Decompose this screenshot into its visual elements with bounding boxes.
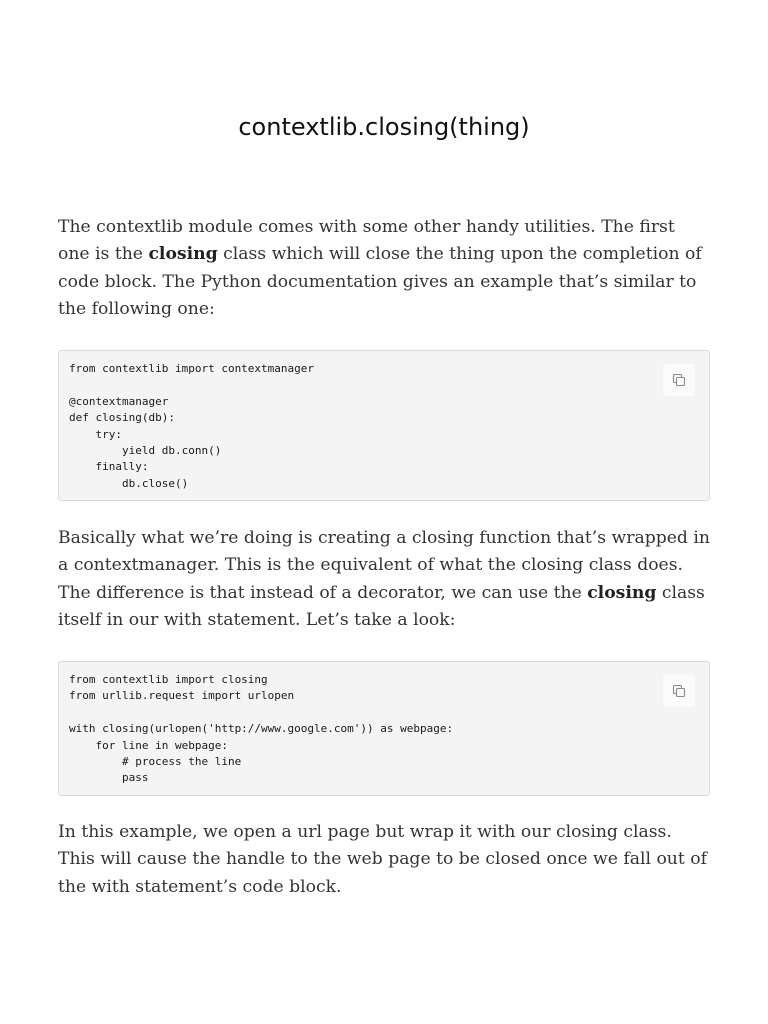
code-content: from contextlib import contextmanager @contextmanager def closing(db): try: yield db.conn() finally: db.close(): [69, 362, 315, 490]
explanation-bold-term: closing: [587, 582, 657, 603]
copy-code-button[interactable]: [663, 364, 695, 396]
copy-icon: [672, 373, 686, 387]
intro-paragraph: [58, 214, 710, 323]
page-title: contextlib.closing(thing): [238, 113, 530, 141]
code-content: from contextlib import closing from urllib.request import urlopen with closing(urlopen('http://www.google.com')) as webpage: for line in webpage: # process the line pass: [69, 673, 454, 785]
code-block-contextmanager: [58, 350, 710, 501]
copy-icon: [672, 684, 686, 698]
conclusion-paragraph: In this example, we open a url page but wrap it with our closing class. This will cause the handle to the web page to be closed once we fall out of the with statement’s code block.: [58, 822, 707, 897]
explanation-text-after: class itself in our with statement. Let’s take a look:: [58, 582, 705, 630]
explanation-paragraph: [58, 525, 710, 634]
code-block-closing-example: [58, 661, 710, 796]
copy-code-button[interactable]: [663, 675, 695, 707]
intro-text-before: The contextlib module comes with some other handy utilities. The first one is the: [58, 217, 675, 265]
explanation-text-before: Basically what we’re doing is creating a closing function that’s wrapped in a contextmanager. This is the equivalent of what the closing class does. The difference is that instead of a decorator, we can use the: [58, 528, 710, 603]
intro-bold-term: closing: [148, 244, 218, 265]
intro-text-after: class which will close the thing upon the completion of code block. The Python documentation gives an example that’s similar to the following one:: [58, 244, 702, 319]
